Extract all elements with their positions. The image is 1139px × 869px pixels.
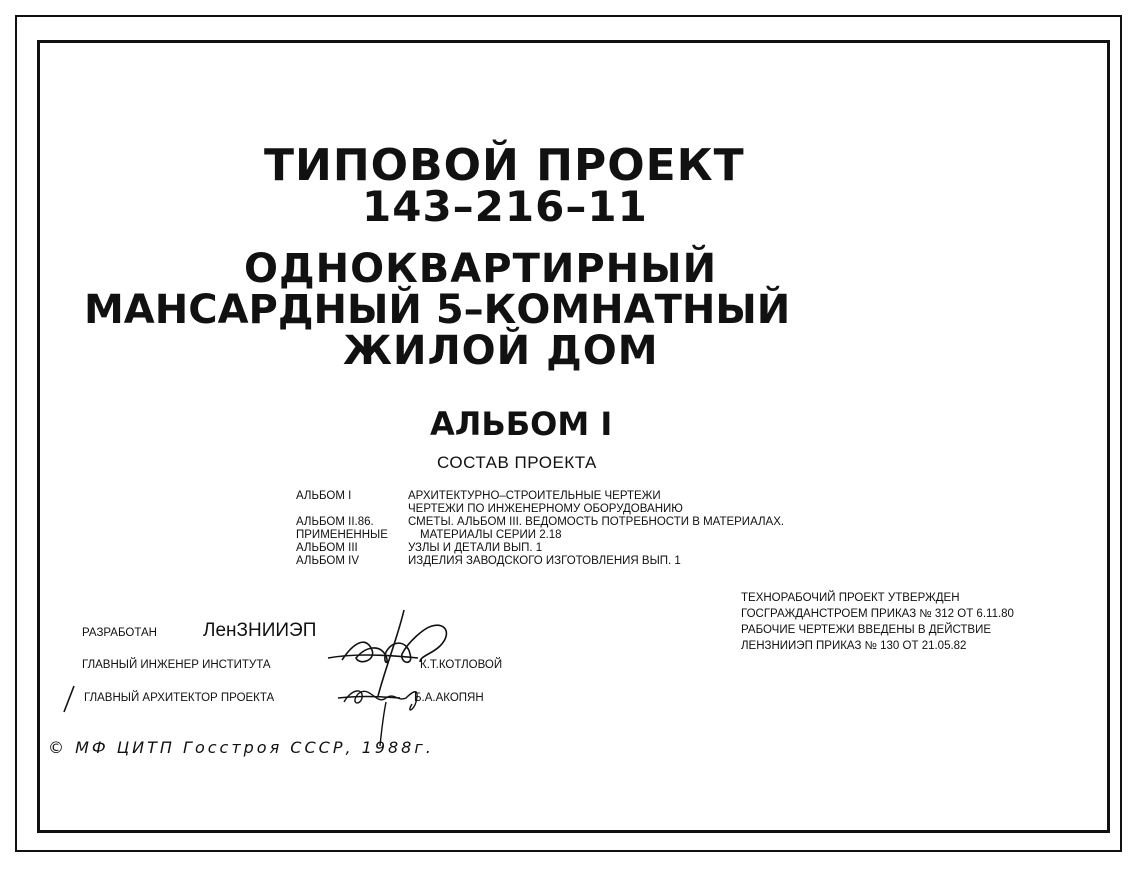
copyright-notice: © МФ ЦИТП Госстроя СССР, 1988г. [48,738,434,757]
composition-row-text: СМЕТЫ. АЛЬБОМ III. ВЕДОМОСТЬ ПОТРЕБНОСТИ В МАТЕРИАЛАХ. [408,516,785,528]
composition-row-text: УЗЛЫ И ДЕТАЛИ ВЫП. 1 [408,542,543,554]
building-name-line2: МАНСАРДНЫЙ 5–КОМНАТНЫЙ [84,287,791,333]
approval-line: ЛЕНЗНИИЭП ПРИКАЗ № 130 ОТ 21.05.82 [741,640,967,652]
composition-row-text: МАТЕРИАЛЫ СЕРИИ 2.18 [420,529,562,541]
composition-row-text: АРХИТЕКТУРНО–СТРОИТЕЛЬНЫЕ ЧЕРТЕЖИ [408,490,661,502]
composition-row-text: ЧЕРТЕЖИ ПО ИНЖЕНЕРНОМУ ОБОРУДОВАНИЮ [408,503,683,515]
composition-row-label: АЛЬБОМ I [296,490,352,502]
building-name-line1: ОДНОКВАРТИРНЫЙ [244,246,718,292]
project-number: 143–216–11 [362,182,648,231]
chief-architect-role: ГЛАВНЫЙ АРХИТЕКТОР ПРОЕКТА [84,692,275,704]
project-title: ТИПОВОЙ ПРОЕКТ [264,140,745,191]
composition-row-label: АЛЬБОМ II.86. [296,516,374,528]
developer-label: РАЗРАБОТАН [82,627,157,639]
composition-row-label: ПРИМЕНЕННЫЕ [296,529,388,541]
signature-architect [336,680,426,720]
chief-engineer-name: К.Т.КОТЛОВОЙ [420,659,503,671]
composition-row-label: АЛЬБОМ III [296,542,358,554]
chief-engineer-role: ГЛАВНЫЙ ИНЖЕНЕР ИНСТИТУТА [82,659,271,671]
composition-row-text: ИЗДЕЛИЯ ЗАВОДСКОГО ИЗГОТОВЛЕНИЯ ВЫП. 1 [408,555,681,567]
chief-architect-name: Б.А.АКОПЯН [414,692,484,704]
pen-mark [60,684,80,714]
approval-line: ГОСГРАЖДАНСТРОЕМ ПРИКАЗ № 312 ОТ 6.11.80 [741,608,1014,620]
approval-line: ТЕХНОРАБОЧИЙ ПРОЕКТ УТВЕРЖДЕН [741,592,960,604]
composition-heading: СОСТАВ ПРОЕКТА [437,453,597,472]
developer-org: ЛенЗНИИЭП [203,620,317,641]
building-name-line3: ЖИЛОЙ ДОМ [343,328,659,374]
approval-line: РАБОЧИЕ ЧЕРТЕЖИ ВВЕДЕНЫ В ДЕЙСТВИЕ [741,624,992,636]
composition-row-label: АЛЬБОМ IV [296,555,360,567]
album-title: АЛЬБОМ I [430,405,613,443]
